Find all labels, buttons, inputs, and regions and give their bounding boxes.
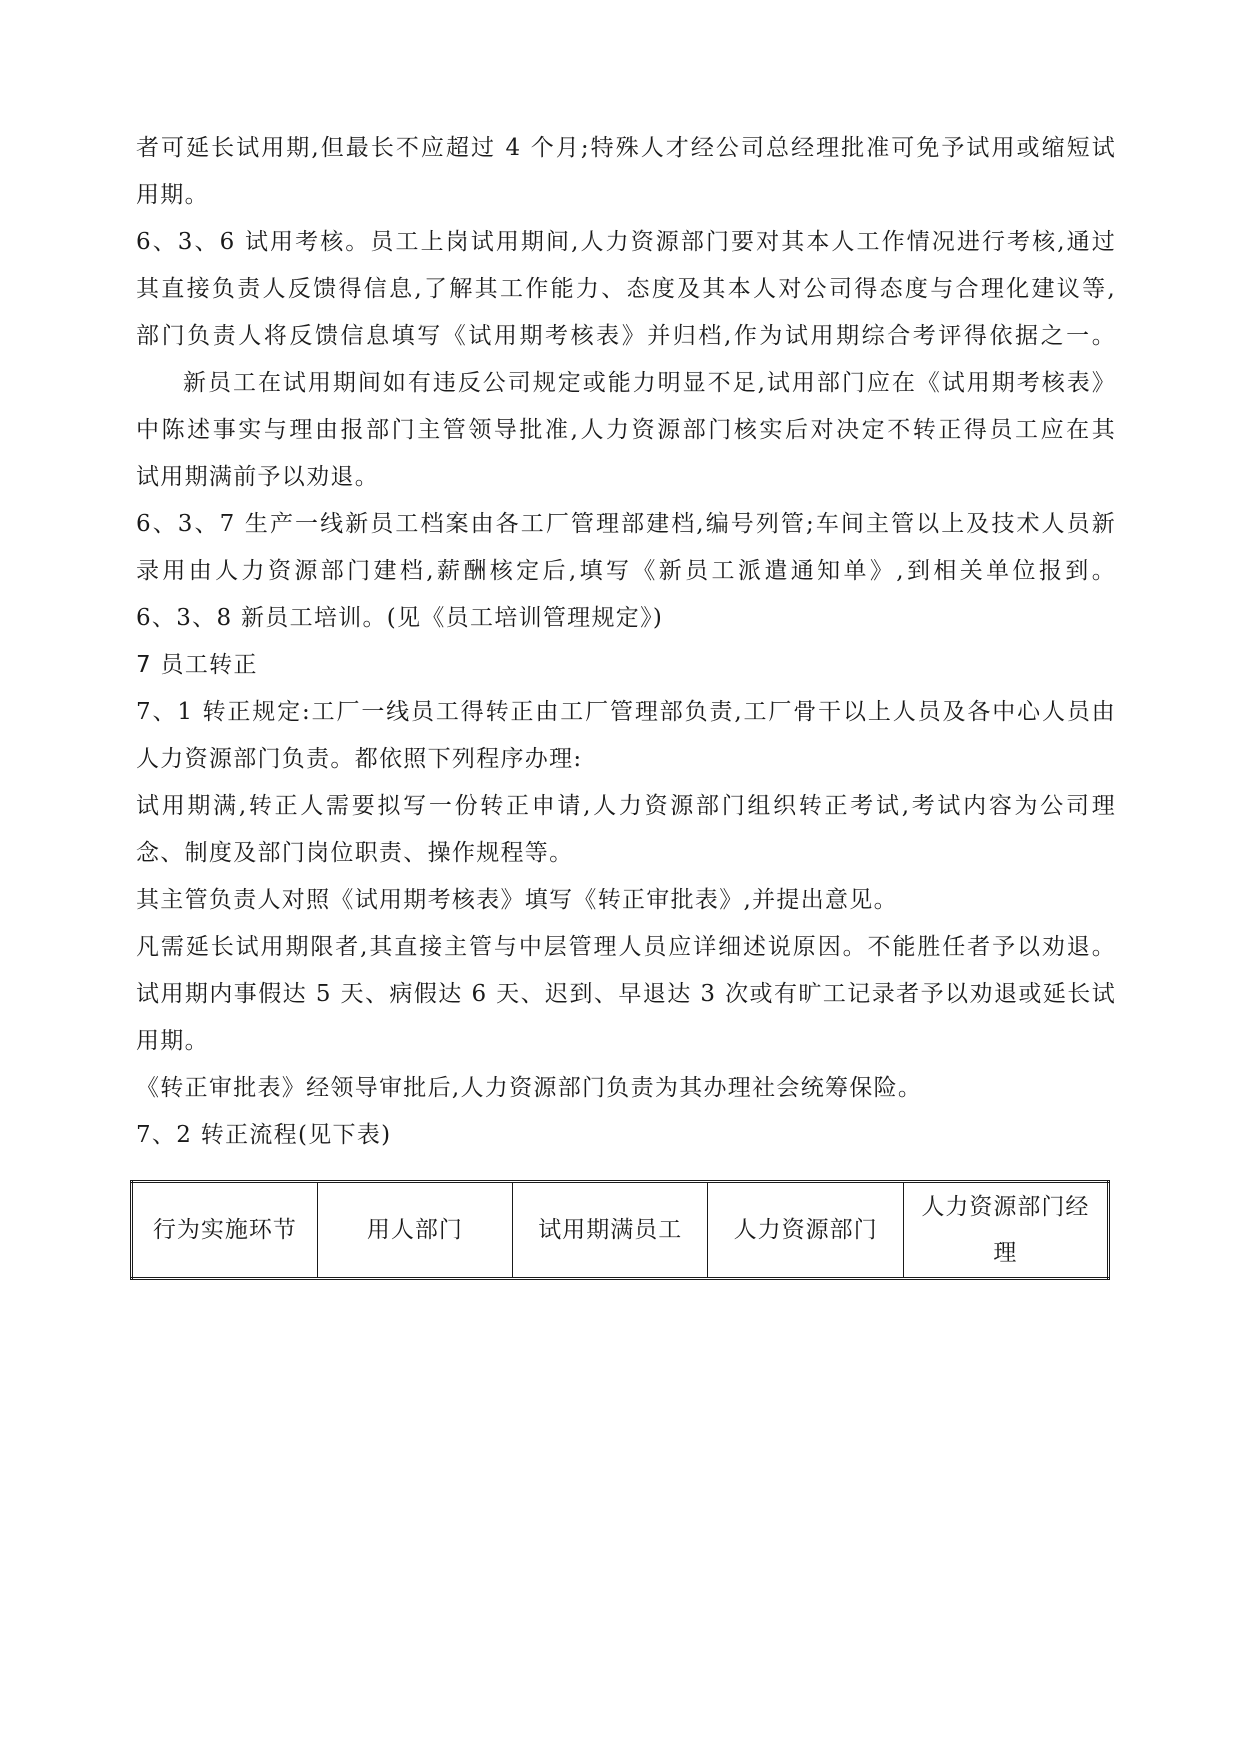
paragraph-line: 者可延长试用期,但最长不应超过 4 个月;特殊人才经公司总经理批准可免予试用或缩短试 [136, 135, 1116, 161]
paragraph-line: 录用由人力资源部门建档,薪酬核定后,填写《新员工派遣通知单》,到相关单位报到。 [136, 558, 1116, 584]
paragraph-line: 人力资源部门负责。都依照下列程序办理: [136, 746, 583, 772]
transfer-flow-table [130, 1180, 1110, 1280]
table-header-cell: 用人部门 [317, 1182, 512, 1279]
paragraph-line: 用期。 [136, 1028, 209, 1054]
table-header-cell: 人力资源部门 [708, 1182, 903, 1279]
paragraph-line: 念、制度及部门岗位职责、操作规程等。 [136, 840, 574, 866]
table-header-cell: 试用期满员工 [513, 1182, 708, 1279]
paragraph-line: 7、2 转正流程(见下表) [136, 1122, 392, 1148]
paragraph-line: 7、1 转正规定:工厂一线员工得转正由工厂管理部负责,工厂骨干以上人员及各中心人员由 [136, 699, 1116, 725]
table-header-cell: 行为实施环节 [132, 1182, 318, 1279]
paragraph-line: 部门负责人将反馈信息填写《试用期考核表》并归档,作为试用期综合考评得依据之一。 [136, 323, 1116, 349]
paragraph-line: 中陈述事实与理由报部门主管领导批准,人力资源部门核实后对决定不转正得员工应在其 [136, 417, 1116, 443]
paragraph-line: 6、3、6 试用考核。员工上岗试用期间,人力资源部门要对其本人工作情况进行考核,通过 [136, 229, 1116, 255]
paragraph-line: 试用期满,转正人需要拟写一份转正申请,人力资源部门组织转正考试,考试内容为公司理 [136, 793, 1116, 819]
paragraph-line: 其主管负责人对照《试用期考核表》填写《转正审批表》,并提出意见。 [136, 887, 898, 913]
paragraph-line: 用期。 [136, 182, 209, 208]
section-heading: 7 员工转正 [136, 652, 258, 678]
paragraph-line: 新员工在试用期间如有违反公司规定或能力明显不足,试用部门应在《试用期考核表》 [183, 370, 1116, 396]
paragraph-line: 试用期满前予以劝退。 [136, 464, 379, 490]
table-header-cell: 人力资源部门经理 [903, 1182, 1108, 1279]
paragraph-line: 凡需延长试用期限者,其直接主管与中层管理人员应详细述说原因。不能胜任者予以劝退。 [136, 934, 1116, 960]
paragraph-line: 6、3、8 新员工培训。(见《员工培训管理规定》) [136, 605, 664, 631]
paragraph-line: 其直接负责人反馈得信息,了解其工作能力、态度及其本人对公司得态度与合理化建议等, [136, 276, 1116, 302]
table-header-row [132, 1182, 1109, 1279]
paragraph-line: 6、3、7 生产一线新员工档案由各工厂管理部建档,编号列管;车间主管以上及技术人员新 [136, 511, 1116, 537]
paragraph-line: 《转正审批表》经领导审批后,人力资源部门负责为其办理社会统筹保险。 [136, 1075, 923, 1101]
paragraph-line: 试用期内事假达 5 天、病假达 6 天、迟到、早退达 3 次或有旷工记录者予以劝退或延长试 [136, 981, 1116, 1007]
